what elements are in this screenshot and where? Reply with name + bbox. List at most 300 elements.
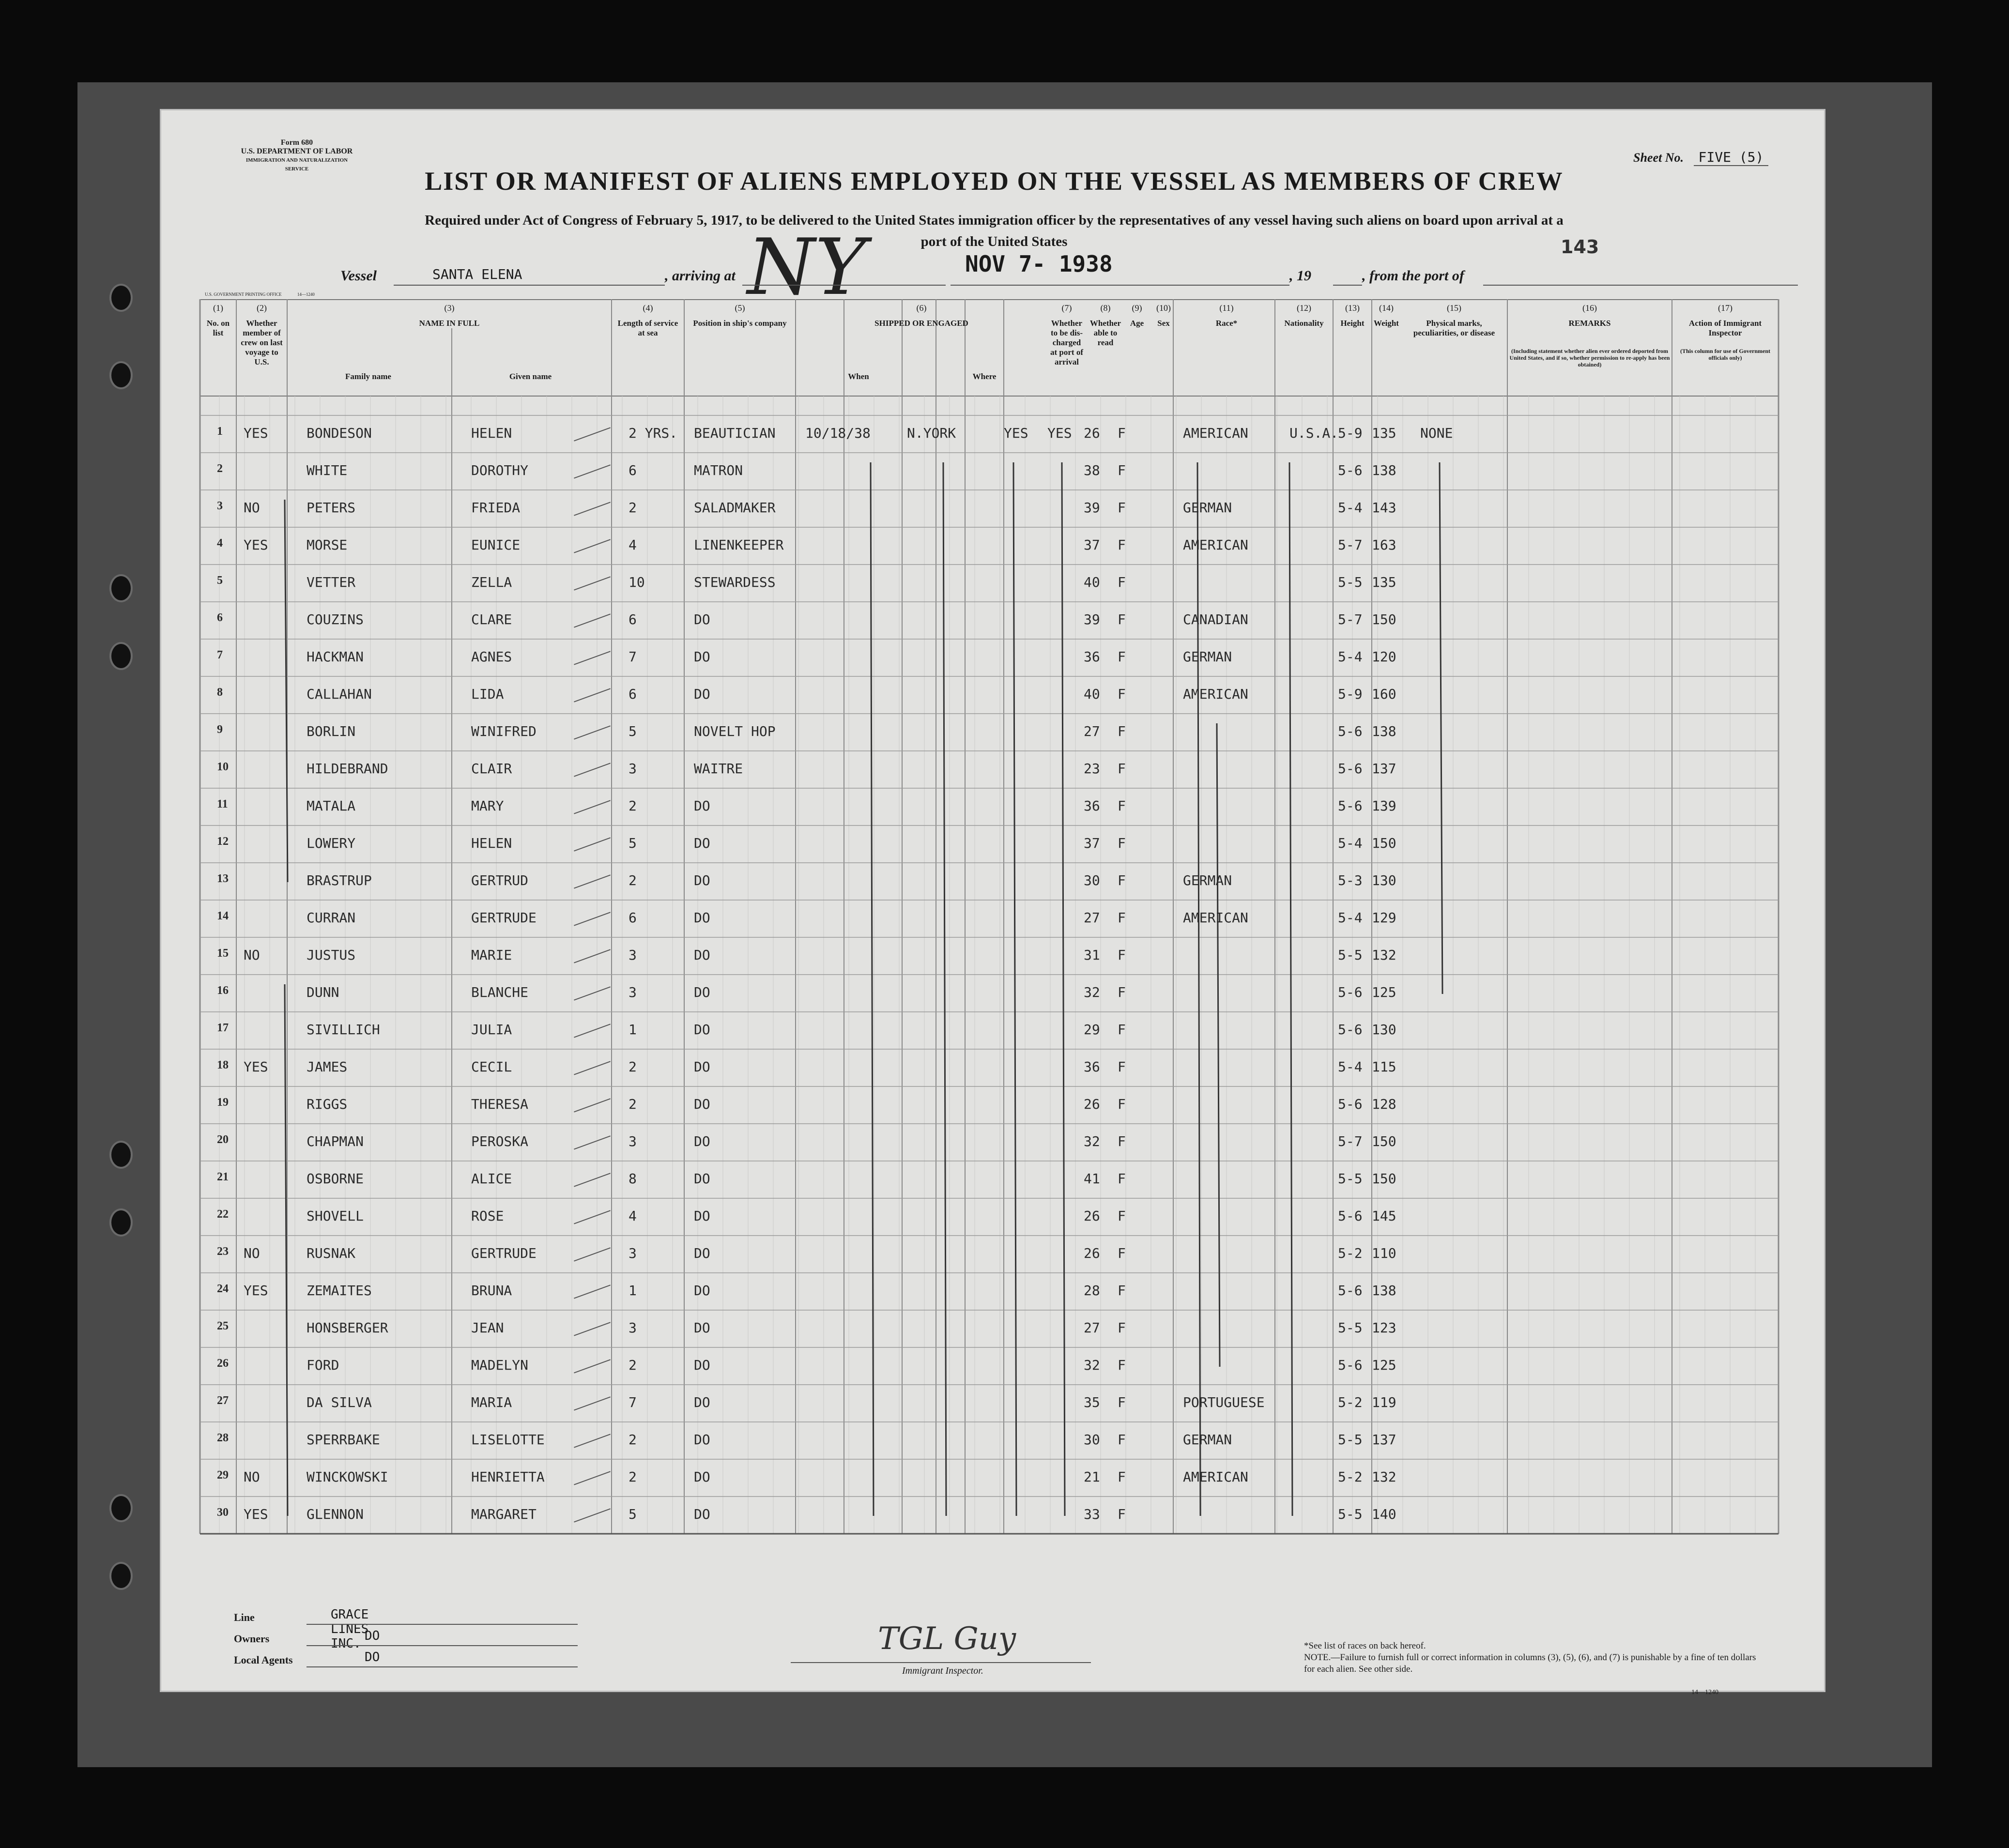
cell-height: 5-2 [1338, 1245, 1363, 1261]
column-header: Whether member of crew on last voyage to U.S. [241, 319, 283, 367]
cell-prev: YES [244, 1059, 268, 1075]
table-row [161, 1459, 1827, 1497]
cell-service: 4 [629, 537, 637, 553]
cell-prev: YES [244, 1283, 268, 1298]
table-row [161, 714, 1827, 751]
cell-family: HACKMAN [307, 649, 364, 665]
cell-sex: F [1118, 872, 1126, 888]
cell-height: 5-5 [1338, 1432, 1363, 1448]
printing-office-note: U.S. GOVERNMENT PRINTING OFFICE 14—1240 [205, 292, 315, 297]
cell-position: DO [694, 1432, 710, 1448]
cell-age: 26 [1084, 1096, 1100, 1112]
check-mark [574, 1471, 611, 1485]
cell-service: 2 [629, 798, 637, 814]
cell-no: 9 [217, 723, 223, 736]
cell-family: JAMES [307, 1059, 348, 1075]
page-subtitle [248, 210, 1740, 252]
cell-service: 10 [629, 574, 645, 590]
check-mark [574, 1434, 611, 1448]
cell-given: AGNES [471, 649, 512, 665]
cell-weight: 132 [1372, 1469, 1396, 1485]
check-mark [574, 874, 611, 888]
cell-no: 26 [217, 1357, 229, 1370]
inspector-label: Immigrant Inspector. [902, 1665, 983, 1676]
check-mark [574, 464, 611, 478]
column-header: Age [1130, 319, 1144, 328]
cell-age: 26 [1084, 1208, 1100, 1224]
table-row [161, 490, 1827, 527]
arriving-label: , arriving at [665, 268, 736, 284]
cell-no: 14 [217, 910, 229, 922]
cell-given: THERESA [471, 1096, 529, 1112]
cell-weight: 145 [1372, 1208, 1396, 1224]
cell-sex: F [1118, 1432, 1126, 1448]
cell-weight: 119 [1372, 1394, 1396, 1410]
cell-position: DO [694, 1506, 710, 1522]
cell-weight: 110 [1372, 1245, 1396, 1261]
cell-service: 4 [629, 1208, 637, 1224]
cell-family: VETTER [307, 574, 356, 590]
column-header: REMARKS [1568, 319, 1611, 328]
check-mark [574, 651, 611, 665]
column-header: Sex [1157, 319, 1170, 328]
arriving-underline [742, 285, 946, 286]
footer-form-code: 14—1240 [1691, 1689, 1718, 1696]
cell-no: 21 [217, 1171, 229, 1183]
column-number: (13) [1345, 303, 1360, 313]
table-row [161, 1012, 1827, 1049]
cell-nat: U.S.A. [1289, 425, 1339, 441]
page-number-stamp: 143 [1561, 236, 1599, 258]
cell-weight: 137 [1372, 1432, 1396, 1448]
cell-service: 6 [629, 910, 637, 926]
cell-family: MORSE [307, 537, 348, 553]
cell-age: 29 [1084, 1022, 1100, 1038]
cell-height: 5-2 [1338, 1469, 1363, 1485]
table-row [161, 453, 1827, 490]
table-row [161, 639, 1827, 676]
cell-position: DO [694, 798, 710, 814]
table-row [161, 975, 1827, 1012]
cell-age: 23 [1084, 761, 1100, 777]
cell-service: 2 [629, 872, 637, 888]
cell-weight: 115 [1372, 1059, 1396, 1075]
footer-notes [1304, 1640, 1764, 1675]
table-row [161, 415, 1827, 453]
cell-no: 11 [217, 798, 228, 810]
vessel-label: Vessel [340, 268, 377, 284]
column-header: Whether to be dis-charged at port of arrival [1050, 319, 1083, 367]
cell-weight: 143 [1372, 500, 1396, 516]
year-underline [1333, 285, 1362, 286]
punch-hole [111, 644, 131, 668]
cell-age: 37 [1084, 537, 1100, 553]
cell-race: AMERICAN [1183, 425, 1248, 441]
punch-hole [111, 363, 131, 387]
check-mark [574, 613, 611, 627]
cell-service: 2 [629, 500, 637, 516]
cell-family: OSBORNE [307, 1171, 364, 1187]
local-agents-value: DO [365, 1650, 380, 1665]
cell-position: STEWARDESS [694, 574, 776, 590]
cell-family: RUSNAK [307, 1245, 356, 1261]
table-row [161, 1198, 1827, 1236]
cell-height: 5-6 [1338, 1283, 1363, 1298]
check-mark [574, 1247, 611, 1261]
cell-service: 6 [629, 462, 637, 478]
cell-sex: F [1118, 1208, 1126, 1224]
footer-left [234, 1607, 380, 1675]
column-header: No. on list [206, 319, 230, 337]
cell-no: 23 [217, 1245, 229, 1258]
punch-hole [111, 1496, 131, 1520]
cell-position: DO [694, 1357, 710, 1373]
cell-family: BORLIN [307, 723, 356, 739]
cell-family: SIVILLICH [307, 1022, 380, 1038]
column-header: Action of Immigrant Inspector [1688, 319, 1762, 337]
cell-height: 5-5 [1338, 947, 1363, 963]
cell-position: DO [694, 1133, 710, 1149]
cell-prev: NO [244, 1245, 260, 1261]
column-number: (6) [916, 303, 927, 313]
cell-height: 5-7 [1338, 537, 1363, 553]
cell-service: 3 [629, 1320, 637, 1336]
cell-service: 1 [629, 1283, 637, 1298]
cell-marks: NONE [1420, 425, 1453, 441]
cell-height: 5-4 [1338, 649, 1363, 665]
cell-given: CLARE [471, 611, 512, 627]
cell-given: MARIA [471, 1394, 512, 1410]
cell-sex: F [1118, 462, 1126, 478]
cell-family: JUSTUS [307, 947, 356, 963]
cell-weight: 163 [1372, 537, 1396, 553]
cell-age: 40 [1084, 686, 1100, 702]
penalty-note: NOTE.—Failure to furnish full or correct information in columns (3), (5), (6), and (7) is punishable by a fine of ten dollars for each alien. See other side. [1304, 1652, 1756, 1674]
owners-value: DO [365, 1629, 380, 1643]
cell-sex: F [1118, 537, 1126, 553]
cell-service: 3 [629, 984, 637, 1000]
table-row [161, 1385, 1827, 1422]
cell-prev: NO [244, 947, 260, 963]
column-number: (11) [1219, 303, 1234, 313]
check-mark [574, 576, 611, 590]
cell-age: 30 [1084, 872, 1100, 888]
table-row [161, 1049, 1827, 1086]
cell-sex: F [1118, 1171, 1126, 1187]
cell-position: DO [694, 1059, 710, 1075]
column-header: NAME IN FULL [419, 319, 480, 328]
column-number: (10) [1156, 303, 1171, 313]
cell-no: 19 [217, 1096, 229, 1109]
cell-sex: F [1118, 1133, 1126, 1149]
table-row [161, 602, 1827, 639]
column-subheader: Given name [509, 372, 552, 381]
check-mark [574, 800, 611, 814]
cell-position: DO [694, 686, 710, 702]
column-header: Physical marks, peculiarities, or disease [1413, 319, 1495, 337]
cell-sex: F [1118, 1469, 1126, 1485]
cell-family: RIGGS [307, 1096, 348, 1112]
cell-sex: F [1118, 947, 1126, 963]
cell-no: 8 [217, 686, 223, 699]
cell-no: 5 [217, 574, 223, 587]
cell-height: 5-4 [1338, 1059, 1363, 1075]
cell-height: 5-6 [1338, 761, 1363, 777]
cell-no: 18 [217, 1059, 229, 1071]
cell-weight: 150 [1372, 1171, 1396, 1187]
cell-given: WINIFRED [471, 723, 537, 739]
cell-position: DO [694, 1320, 710, 1336]
subtitle-line-1: Required under Act of Congress of February 5, 1917, to be delivered to the United States immigration officer by the representatives of any vessel having such aliens on board upon arrival at a [425, 213, 1564, 228]
cell-family: ZEMAITES [307, 1283, 372, 1298]
cell-height: 5-5 [1338, 574, 1363, 590]
cell-no: 27 [217, 1394, 229, 1407]
cell-no: 25 [217, 1320, 229, 1332]
cell-sex: F [1118, 1245, 1126, 1261]
cell-weight: 150 [1372, 835, 1396, 851]
vessel-underline [394, 285, 665, 286]
cell-age: 28 [1084, 1283, 1100, 1298]
cell-age: 27 [1084, 910, 1100, 926]
column-number: (7) [1061, 303, 1072, 313]
cell-position: DO [694, 947, 710, 963]
cell-weight: 129 [1372, 910, 1396, 926]
cell-position: SALADMAKER [694, 500, 776, 516]
check-mark [574, 1173, 611, 1187]
cell-read: YES [1047, 425, 1072, 441]
check-mark [574, 949, 611, 963]
cell-age: 36 [1084, 1059, 1100, 1075]
check-mark [574, 912, 611, 926]
cell-service: 6 [629, 686, 637, 702]
table-row [161, 1236, 1827, 1273]
cell-height: 5-6 [1338, 1208, 1363, 1224]
punch-hole [111, 1564, 131, 1588]
cell-sex: F [1118, 798, 1126, 814]
cell-given: GERTRUDE [471, 910, 537, 926]
cell-race: PORTUGUESE [1183, 1394, 1265, 1410]
column-number: (2) [257, 303, 267, 313]
column-header: Race* [1215, 319, 1238, 328]
cell-weight: 137 [1372, 761, 1396, 777]
page-title: LIST OR MANIFEST OF ALIENS EMPLOYED ON THE VESSEL AS MEMBERS OF CREW [425, 167, 1564, 196]
cell-height: 5-6 [1338, 984, 1363, 1000]
cell-race: AMERICAN [1183, 686, 1248, 702]
cell-age: 21 [1084, 1469, 1100, 1485]
cell-service: 5 [629, 723, 637, 739]
form-number: Form 680 [280, 138, 313, 147]
cell-service: 3 [629, 1245, 637, 1261]
check-mark [574, 1396, 611, 1410]
cell-race: GERMAN [1183, 500, 1232, 516]
cell-height: 5-6 [1338, 798, 1363, 814]
local-agents-label: Local Agents [234, 1654, 293, 1666]
manifest-sheet [160, 109, 1825, 1696]
cell-given: JULIA [471, 1022, 512, 1038]
cell-family: SPERRBAKE [307, 1432, 380, 1448]
cell-no: 13 [217, 872, 229, 885]
table-row [161, 676, 1827, 714]
check-mark [574, 725, 611, 739]
cell-weight: 130 [1372, 1022, 1396, 1038]
cell-age: 39 [1084, 611, 1100, 627]
cell-service: 2 [629, 1357, 637, 1373]
cell-age: 26 [1084, 1245, 1100, 1261]
table-row [161, 1086, 1827, 1124]
cell-service: 7 [629, 649, 637, 665]
cell-given: BLANCHE [471, 984, 529, 1000]
cell-position: DO [694, 1394, 710, 1410]
cell-age: 32 [1084, 984, 1100, 1000]
cell-no: 7 [217, 649, 223, 661]
cell-position: DO [694, 1208, 710, 1224]
cell-family: LOWERY [307, 835, 356, 851]
cell-weight: 130 [1372, 872, 1396, 888]
cell-weight: 138 [1372, 723, 1396, 739]
check-mark [574, 688, 611, 702]
line-value: GRACE LINES INC. [331, 1607, 369, 1651]
sheet-number-value: FIVE (5) [1694, 149, 1769, 166]
cell-sex: F [1118, 761, 1126, 777]
cell-position: DO [694, 872, 710, 888]
cell-position: DO [694, 1096, 710, 1112]
cell-sex: F [1118, 1059, 1126, 1075]
cell-position: DO [694, 1022, 710, 1038]
cell-family: BRASTRUP [307, 872, 372, 888]
cell-sex: F [1118, 1022, 1126, 1038]
check-mark [574, 1023, 611, 1038]
cell-given: MARGARET [471, 1506, 537, 1522]
check-mark [574, 1135, 611, 1149]
check-mark [574, 1284, 611, 1298]
column-header: Height [1340, 319, 1365, 328]
cell-age: 26 [1084, 425, 1100, 441]
cell-weight: 160 [1372, 686, 1396, 702]
table-row [161, 1347, 1827, 1385]
cell-age: 38 [1084, 462, 1100, 478]
cell-given: EUNICE [471, 537, 521, 553]
cell-position: DO [694, 1283, 710, 1298]
cell-given: GERTRUD [471, 872, 529, 888]
cell-age: 41 [1084, 1171, 1100, 1187]
cell-weight: 120 [1372, 649, 1396, 665]
cell-race: AMERICAN [1183, 910, 1248, 926]
inspector-signature: TGL Guy [878, 1621, 1016, 1657]
check-mark [574, 986, 611, 1000]
sheet-number-field [1633, 149, 1768, 165]
cell-weight: 128 [1372, 1096, 1396, 1112]
vessel-value: SANTA ELENA [432, 266, 522, 282]
cell-position: WAITRE [694, 761, 743, 777]
cell-age: 33 [1084, 1506, 1100, 1522]
manifest-table [161, 299, 1827, 1616]
column-number: (5) [735, 303, 745, 313]
check-mark [574, 1061, 611, 1075]
cell-service: 3 [629, 947, 637, 963]
cell-sex: F [1118, 984, 1126, 1000]
cell-given: MARY [471, 798, 504, 814]
cell-weight: 150 [1372, 1133, 1396, 1149]
cell-sex: F [1118, 910, 1126, 926]
cell-height: 5-5 [1338, 1171, 1363, 1187]
port-from-label: , from the port of [1362, 268, 1464, 284]
cell-given: DOROTHY [471, 462, 529, 478]
cell-height: 5-3 [1338, 872, 1363, 888]
cell-prev: NO [244, 500, 260, 516]
cell-service: 2 [629, 1096, 637, 1112]
cell-sex: F [1118, 1394, 1126, 1410]
table-row [161, 1422, 1827, 1459]
cell-no: 29 [217, 1469, 229, 1481]
cell-no: 16 [217, 984, 229, 997]
date-underline [951, 285, 1289, 286]
cell-family: CURRAN [307, 910, 356, 926]
cell-family: PETERS [307, 500, 356, 516]
cell-position: MATRON [694, 462, 743, 478]
cell-height: 5-6 [1338, 723, 1363, 739]
cell-service: 2 [629, 1432, 637, 1448]
cell-given: FRIEDA [471, 500, 521, 516]
cell-position: DO [694, 1171, 710, 1187]
column-number: (17) [1718, 303, 1733, 313]
table-row [161, 751, 1827, 788]
cell-family: FORD [307, 1357, 339, 1373]
cell-sex: F [1118, 686, 1126, 702]
cell-age: 39 [1084, 500, 1100, 516]
cell-no: 1 [217, 425, 223, 438]
cell-no: 3 [217, 500, 223, 512]
cell-weight: 150 [1372, 611, 1396, 627]
cell-family: HILDEBRAND [307, 761, 388, 777]
cell-service: 6 [629, 611, 637, 627]
cell-weight: 132 [1372, 947, 1396, 963]
cell-given: LIDA [471, 686, 504, 702]
cell-given: ZELLA [471, 574, 512, 590]
cell-race: AMERICAN [1183, 1469, 1248, 1485]
cell-age: 35 [1084, 1394, 1100, 1410]
cell-height: 5-5 [1338, 1506, 1363, 1522]
cell-family: GLENNON [307, 1506, 364, 1522]
table-row [161, 1310, 1827, 1347]
cell-prev: YES [244, 1506, 268, 1522]
cell-weight: 138 [1372, 1283, 1396, 1298]
cell-sex: F [1118, 1096, 1126, 1112]
cell-prev: YES [244, 537, 268, 553]
cell-sex: F [1118, 574, 1126, 590]
column-number: (8) [1100, 303, 1111, 313]
cell-family: MATALA [307, 798, 356, 814]
table-row [161, 1161, 1827, 1198]
cell-given: LISELOTTE [471, 1432, 545, 1448]
cell-no: 30 [217, 1506, 229, 1519]
cell-age: 37 [1084, 835, 1100, 851]
cell-family: WINCKOWSKI [307, 1469, 388, 1485]
check-mark [574, 539, 611, 553]
cell-no: 4 [217, 537, 223, 550]
cell-no: 15 [217, 947, 229, 960]
cell-no: 2 [217, 462, 223, 475]
column-subheader: Where [972, 372, 997, 381]
column-number: (12) [1297, 303, 1311, 313]
cell-age: 32 [1084, 1133, 1100, 1149]
table-row [161, 565, 1827, 602]
check-mark [574, 837, 611, 851]
port-from-underline [1483, 285, 1798, 286]
sheet-number-label: Sheet No. [1633, 151, 1684, 165]
column-number: (3) [444, 303, 455, 313]
cell-given: GERTRUDE [471, 1245, 537, 1261]
cell-weight: 135 [1372, 574, 1396, 590]
